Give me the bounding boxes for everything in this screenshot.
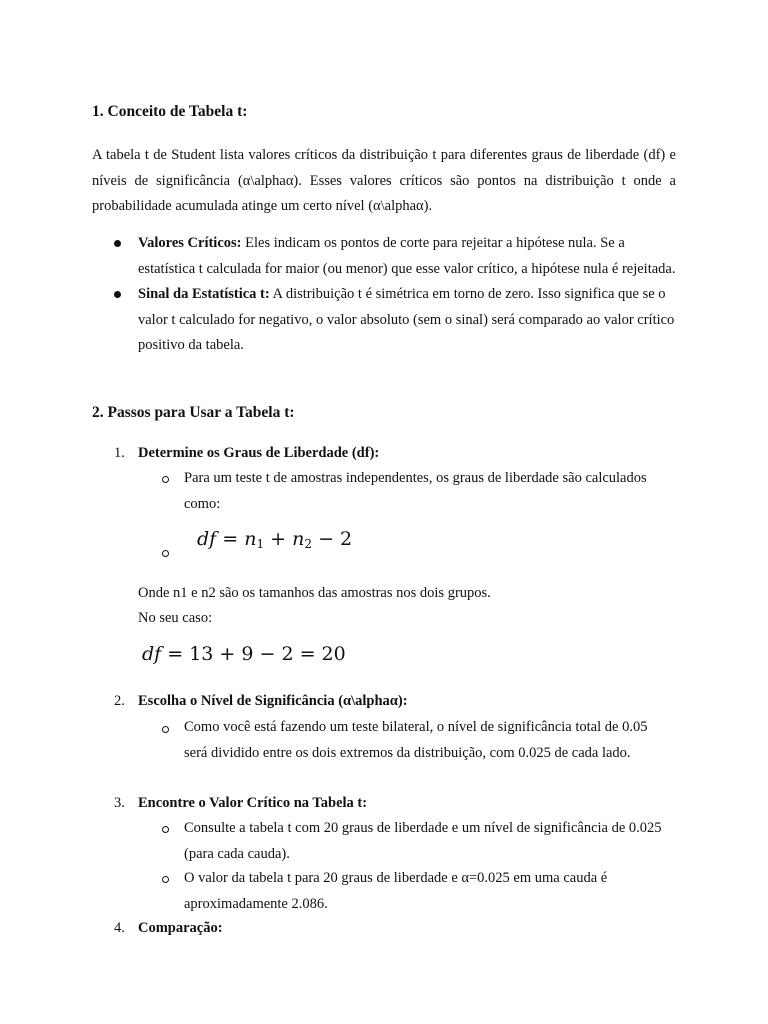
formula-df-case: df = 13 + 9 − 2 = 20: [142, 643, 346, 665]
step-3-sub-item: O valor da tabela t para 20 graus de liberdade e α=0.025 em uma cauda é aproximadamente 2.086.: [184, 870, 608, 912]
circle-bullet-icon: [162, 876, 169, 883]
section-2-heading: 2. Passos para Usar a Tabela t:: [92, 404, 295, 421]
bullet-item-sinal-estatistica: [92, 282, 676, 359]
step-number: 2.: [114, 693, 125, 709]
bullet-dot-icon: [114, 240, 121, 247]
bullet-label: Sinal da Estatística t:: [138, 286, 270, 302]
step-number: 4.: [114, 920, 125, 936]
step-number: 1.: [114, 445, 125, 461]
bullet-item-valores-criticos: [92, 231, 676, 282]
step-3-sub-item: Consulte a tabela t com 20 graus de liberdade e um nível de significância de 0.025 (para cada cauda).: [184, 820, 662, 862]
step-2-sub-item: Como você está fazendo um teste bilateral, o nível de significância total de 0.05 será dividido entre os dois extremos da distribuição, com 0.025 de cada lado.: [184, 719, 648, 761]
step-1-note-case: No seu caso:: [138, 610, 213, 626]
bullet-text: A distribuição t é simétrica em torno de zero. Isso significa que se o valor t calculado for negativo, o valor absoluto (sem o sinal) será comparado ao valor crítico positivo da tabela.: [138, 286, 675, 353]
step-1-note-sizes: Onde n1 e n2 são os tamanhos das amostras nos dois grupos.: [138, 585, 491, 601]
circle-bullet-icon: [162, 476, 169, 483]
circle-bullet-icon: [162, 550, 169, 557]
formula-df-general: df = $n_1 + n_2 - 2$: [197, 528, 353, 551]
step-number: 3.: [114, 795, 125, 811]
section-1-heading: 1. Conceito de Tabela t:: [92, 103, 248, 120]
step-title: Escolha o Nível de Significância (α\alphaα):: [138, 693, 408, 709]
bullet-label: Valores Críticos:: [138, 235, 242, 251]
bullet-text: Eles indicam os pontos de corte para rejeitar a hipótese nula. Se a estatística t calculada for maior (ou menor) que esse valor crítico, a hipótese nula é rejeitada.: [138, 235, 676, 277]
circle-bullet-icon: [162, 826, 169, 833]
bullet-dot-icon: [114, 291, 121, 298]
step-1-sub-item: Para um teste t de amostras independentes, os graus de liberdade são calculados como:: [184, 470, 647, 512]
step-title: Encontre o Valor Crítico na Tabela t:: [138, 795, 368, 811]
section-1-bullet-list: [92, 231, 676, 359]
step-title: Determine os Graus de Liberdade (df):: [138, 445, 380, 461]
section-1-paragraph: A tabela t de Student lista valores críticos da distribuição t para diferentes graus de liberdade (df) e níveis de significância (α\alphaα). Esses valores críticos são pontos na distribuição t onde a probabilidade acumulada atinge um certo nível (α\alphaα).: [92, 147, 676, 214]
step-title: Comparação:: [138, 920, 223, 936]
circle-bullet-icon: [162, 726, 169, 733]
